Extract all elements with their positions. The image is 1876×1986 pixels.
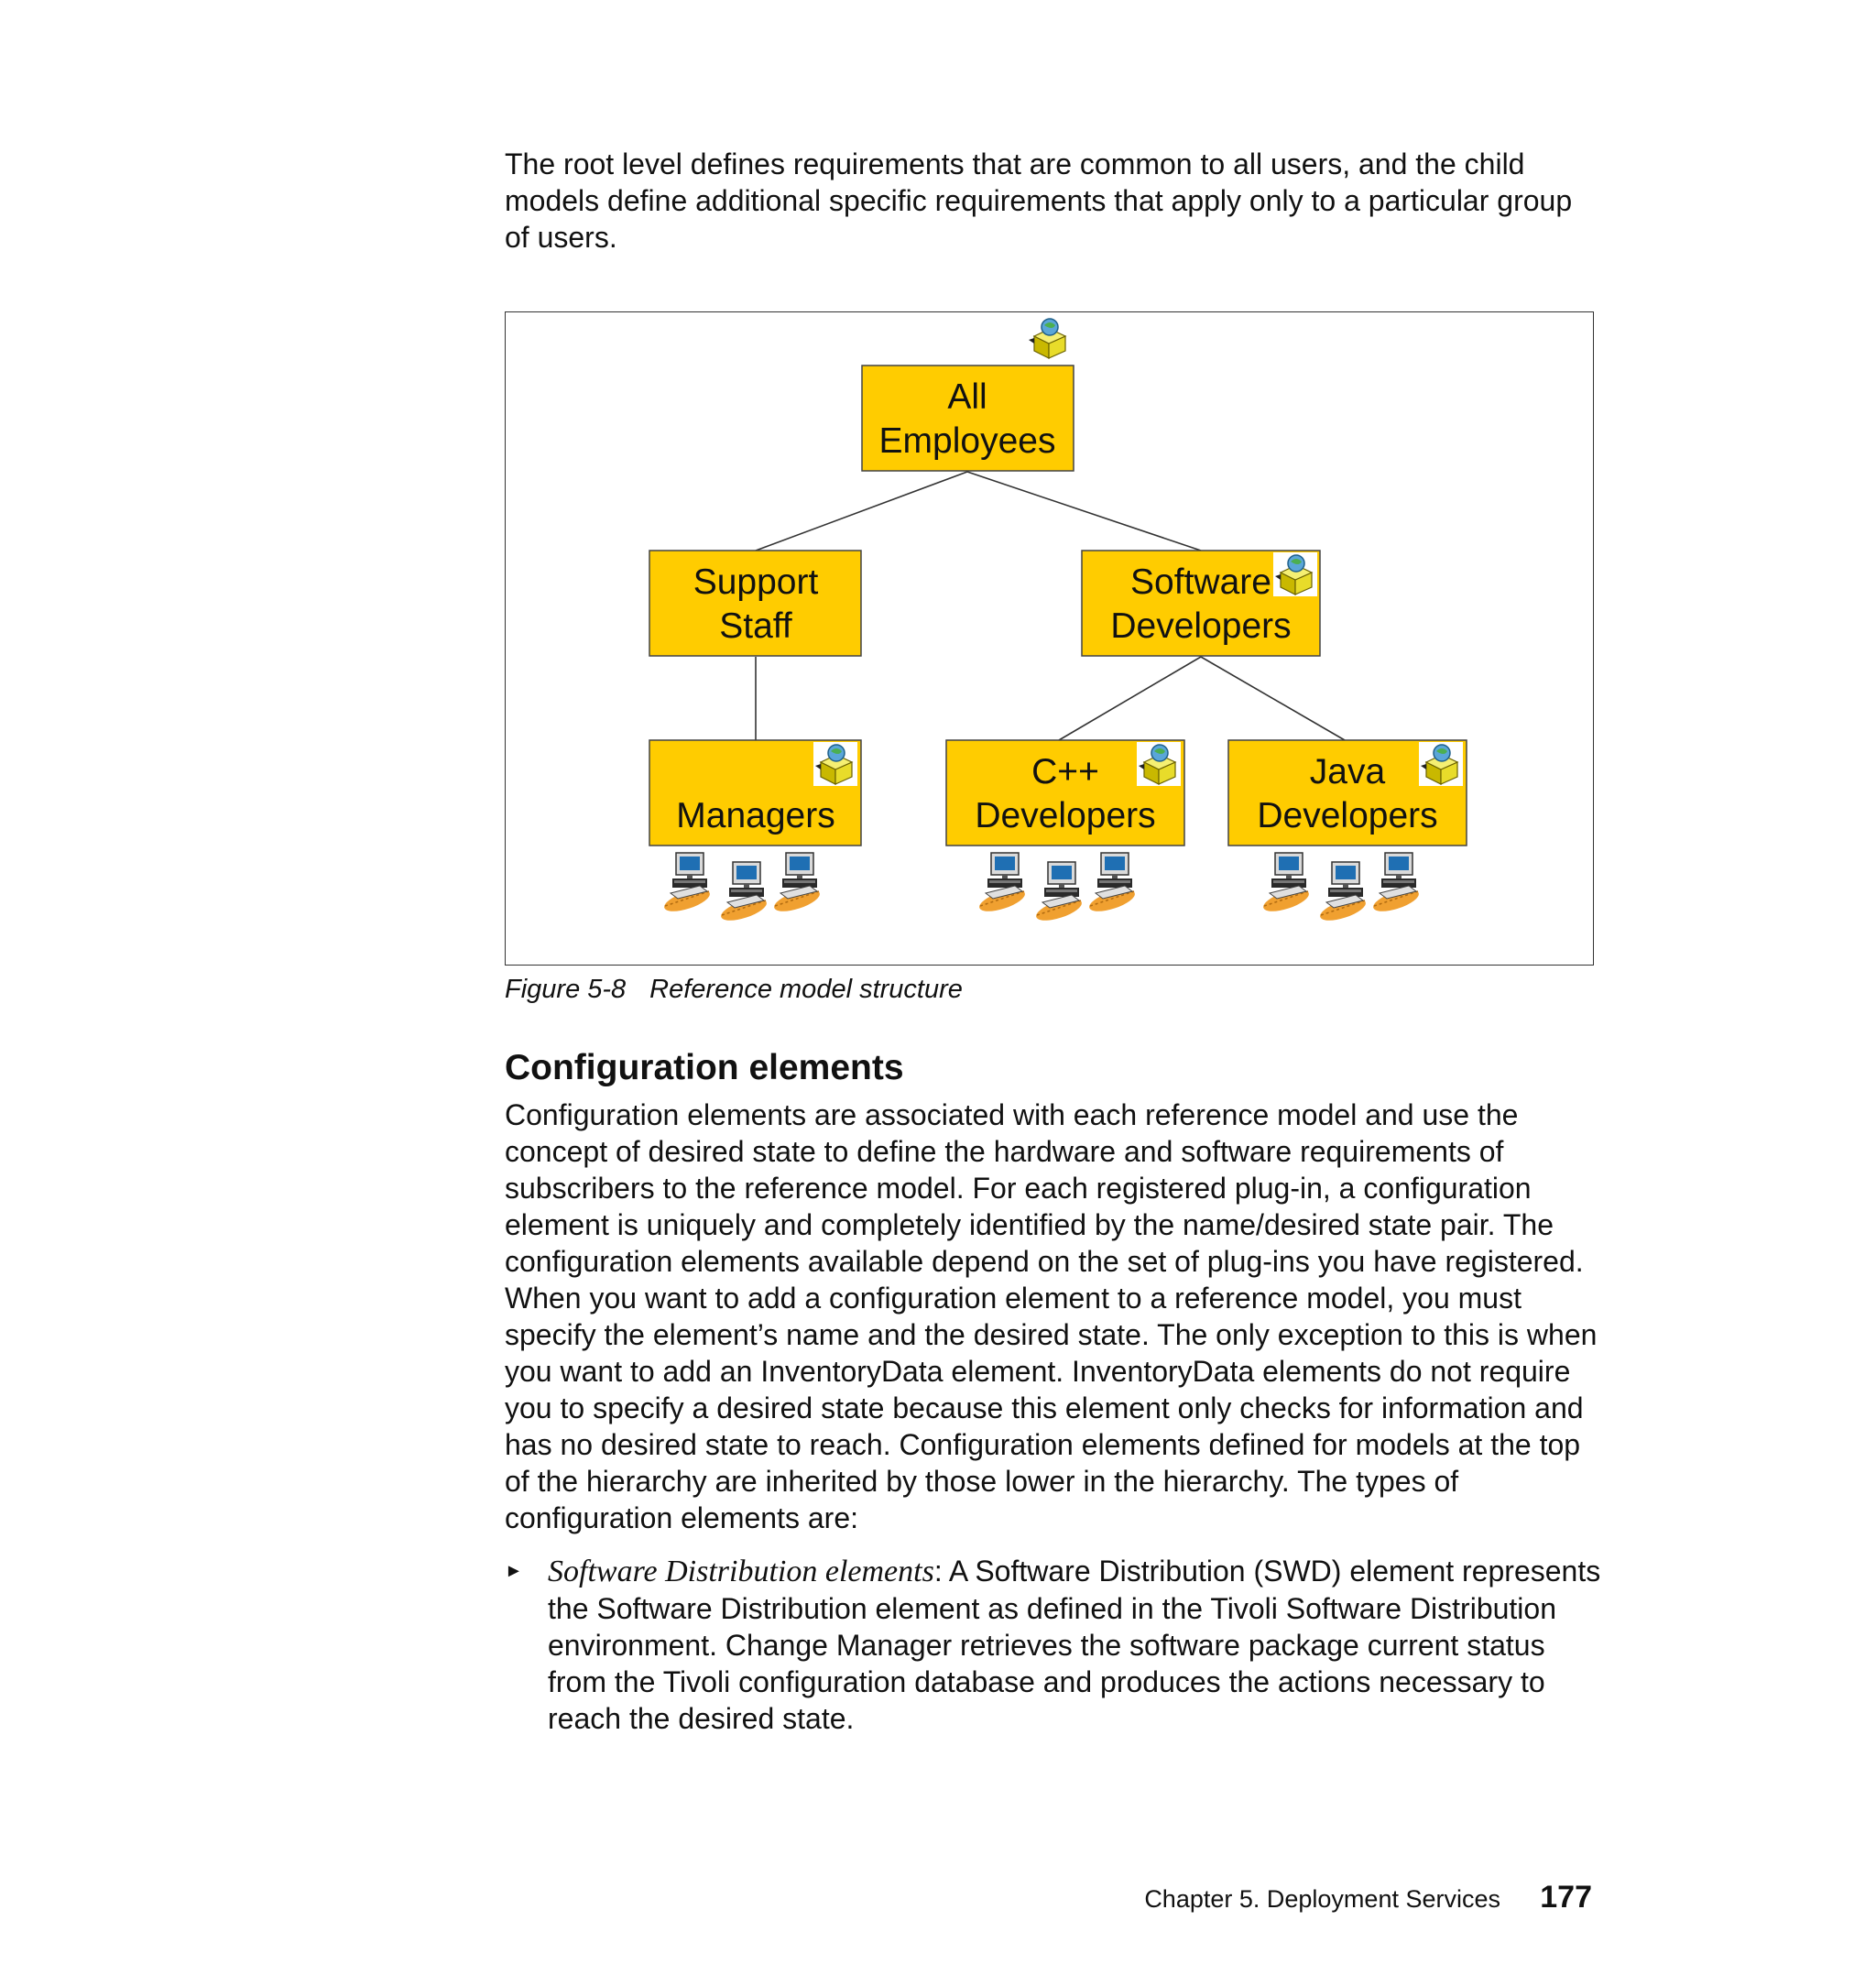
computer-icon [771, 853, 822, 916]
computer-icon [1033, 862, 1084, 925]
node-cpp-developers-line1: C++ [1031, 752, 1099, 791]
computer-icon [1260, 853, 1311, 916]
reference-model-diagram [505, 311, 1594, 966]
computer-icon [1370, 853, 1421, 916]
node-software-developers [1082, 551, 1320, 656]
node-java-developers [1228, 740, 1467, 846]
node-java-developers-line2: Developers [1257, 796, 1438, 835]
page-number: 177 [1540, 1880, 1592, 1915]
bullet-term: Software Distribution elements [548, 1555, 934, 1588]
node-support-staff-line1: Support [693, 562, 819, 602]
page-footer [1144, 1880, 1592, 1916]
package-icon [1137, 742, 1181, 786]
node-java-developers-line1: Java [1309, 752, 1386, 791]
footer-chapter: Chapter 5. Deployment Services [1144, 1885, 1500, 1913]
computer-group-cpp [976, 853, 1137, 925]
node-software-developers-line1: Software [1130, 562, 1271, 602]
computer-icon [1317, 862, 1368, 925]
body-paragraph: Configuration elements are associated with each reference model and use the concept of desired state to define the hardware and software requirements of subscribers to the reference model. For each registered plug-in, a configuration element is uniquely and completely identified by the name/desired state pair. The configuration elements available depend on the set of plug-ins you have registered. When you want to add a configuration element to a reference model, you must specify the element’s name and the desired state. The only exception to this is when you want to add an InventoryData element. InventoryData elements do not require you to specify a desired state because this element only checks for information and has no desired state to reach. Configuration elements defined for models at the top of the hierarchy are inherited by those lower in the hierarchy. The types of configuration elements are: [505, 1098, 1598, 1534]
package-icon [813, 742, 857, 786]
computer-icon [1086, 853, 1137, 916]
node-support-staff-line2: Staff [719, 606, 792, 646]
node-all-employees-line1: All [947, 377, 987, 417]
computer-icon [718, 862, 769, 925]
figure-number: Figure 5-8 [505, 975, 627, 1004]
package-icon [1027, 316, 1071, 360]
computer-icon [661, 853, 712, 916]
node-managers-label: Managers [676, 796, 835, 835]
node-support-staff [649, 551, 861, 656]
node-managers [649, 740, 861, 846]
intro-paragraph: The root level defines requirements that are common to all users, and the child models define additional specific requirements that apply only to a particular group of users. [505, 147, 1573, 254]
figure-caption [505, 975, 963, 1005]
computer-group-java [1260, 853, 1421, 925]
node-cpp-developers-line2: Developers [975, 796, 1156, 835]
bullet-separator: : [933, 1555, 943, 1588]
bullet-marker: ► [505, 1561, 523, 1581]
computer-group-managers [661, 853, 822, 925]
node-cpp-developers [946, 740, 1184, 846]
node-software-developers-line2: Developers [1110, 606, 1292, 646]
node-all-employees [862, 316, 1074, 471]
package-icon [1273, 552, 1317, 596]
computer-icon [976, 853, 1027, 916]
package-icon [1419, 742, 1463, 786]
figure-title: Reference model structure [649, 975, 963, 1004]
node-all-employees-line2: Employees [878, 421, 1056, 461]
bullet-text: A Software Distribution (SWD) element represents the Software Distribution element as defined in the Tivoli Software Distribution environment. Change Manager retrieves the software package current status from the Tivoli configuration database and produces the actions necessary to reach the desired state. [548, 1555, 1601, 1735]
section-heading: Configuration elements [505, 1048, 904, 1087]
